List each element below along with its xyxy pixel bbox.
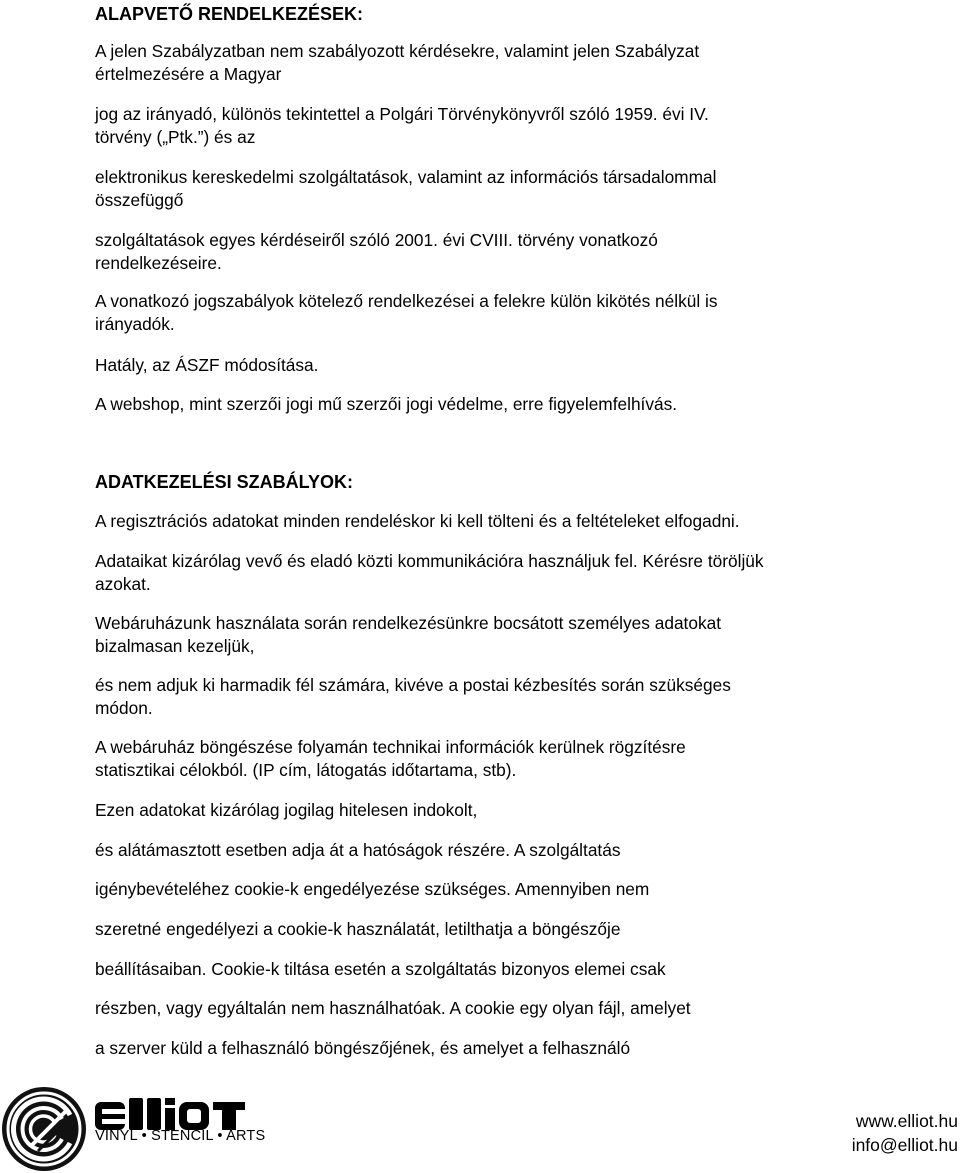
paragraph: A jelen Szabályzatban nem szabályozott kérdésekre, valamint jelen Szabályzat értelmezésére a Magyar [95,41,700,84]
paragraph: szolgáltatások egyes kérdéseiről szóló 2001. évi CVIII. törvény vonatkozó rendelkezéseire. [95,230,658,273]
paragraph: Webáruházunk használata során rendelkezésünkre bocsátott személyes adatokat bizalmasan kezeljük, [95,613,722,656]
paragraph: Ezen adatokat kizárólag jogilag hitelesen indokolt, [95,800,478,820]
section-heading-data: ADATKEZELÉSI SZABÁLYOK: [95,472,354,492]
paragraph: A regisztrációs adatokat minden rendeléskor ki kell tölteni és a feltételeket elfogadni. [95,511,740,531]
paragraph: Hatály, az ÁSZF módosítása. [95,355,319,375]
paragraph: és nem adjuk ki harmadik fél számára, kivéve a postai kézbesítés során szükséges módon. [95,675,731,718]
contact-block [852,1109,958,1157]
page-footer [0,1078,960,1173]
paragraph: elektronikus kereskedelmi szolgáltatások, valamint az információs társadalommal összefüggő [95,167,717,210]
paragraph: a szerver küld a felhasználó böngészőjének, és amelyet a felhasználó [95,1038,631,1058]
paragraph: A webáruház böngészése folyamán technikai információk kerülnek rögzítésre statisztikai célokból. (IP cím, látogatás időtartama, stb). [95,737,686,780]
paragraph: A vonatkozó jogszabályok kötelező rendelkezései a felekre külön kikötés nélkül is irányadók. [95,291,718,334]
paragraph: részben, vagy egyáltalán nem használhatóak. A cookie egy olyan fájl, amelyet [95,998,691,1018]
elliot-circle-logo [0,1085,88,1173]
paragraph: Adataikat kizárólag vevő és eladó közti kommunikációra használjuk fel. Kérésre töröljük azokat. [95,551,764,594]
paragraph: szeretné engedélyezi a cookie-k használatát, letilthatja a böngészője [95,919,621,939]
paragraph: jog az irányadó, különös tekintettel a Polgári Törvénykönyvről szóló 1959. évi IV. törvény („Ptk.”) és az [95,104,709,147]
paragraph: A webshop, mint szerzői jogi mű szerzői jogi védelme, erre figyelemfelhívás. [95,394,678,414]
website-link[interactable]: www.elliot.hu [855,1111,958,1131]
paragraph: igénybevételéhez cookie-k engedélyezése szükséges. Amennyiben nem [95,879,650,899]
paragraph: beállításaiban. Cookie-k tiltása esetén a szolgáltatás bizonyos elemei csak [95,959,666,979]
email-link[interactable]: info@elliot.hu [851,1135,958,1155]
paragraph: és alátámasztott esetben adja át a hatóságok részére. A szolgáltatás [95,840,621,860]
section-heading-basic: ALAPVETŐ RENDELKEZÉSEK: [95,4,364,24]
brand-tagline: VINYL • STENCIL • ARTS [95,1128,266,1144]
